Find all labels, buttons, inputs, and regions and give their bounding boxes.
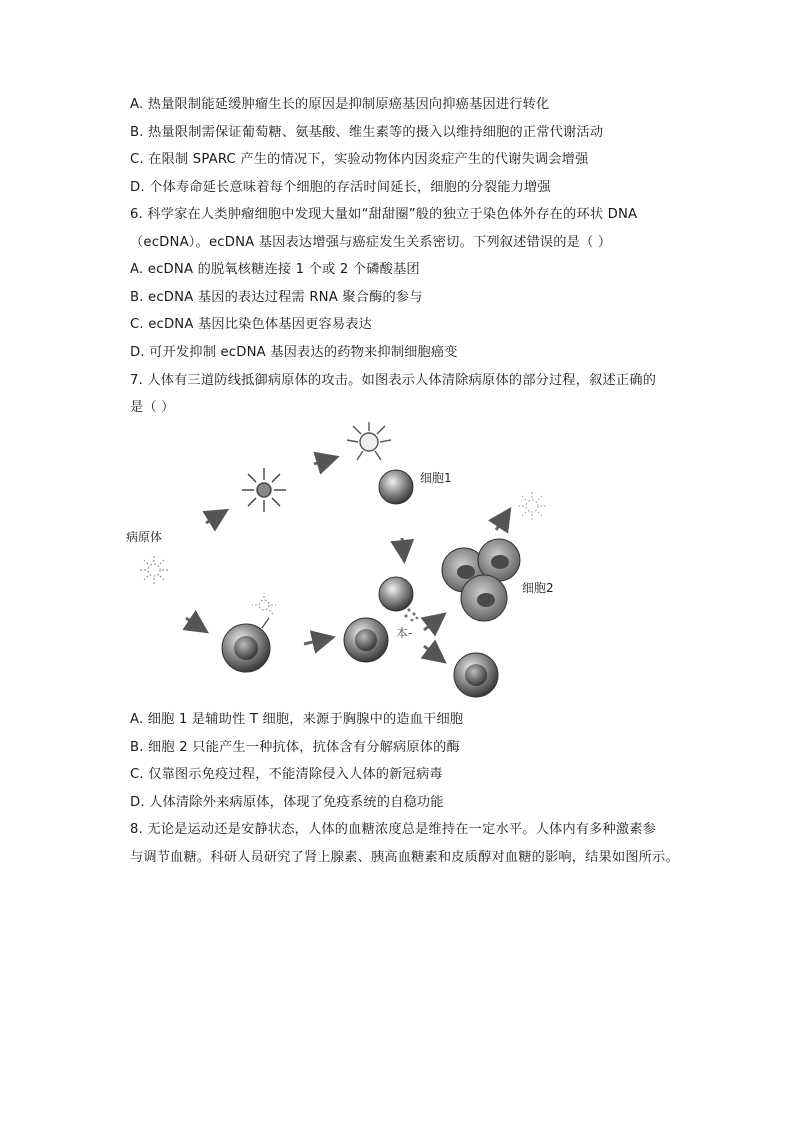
q6-option-d: D. 可开发抑制 ecDNA 基因表达的药物来抑制细胞癌变 [130, 345, 458, 360]
q6-option-c: C. ecDNA 基因比染色体基因更容易表达 [130, 317, 373, 332]
q7-stem-line-2: 是（ ） [130, 400, 175, 415]
arrow-cell1-down [402, 538, 404, 558]
cell-2-label: 细胞2 [522, 581, 554, 595]
q7-option-c: C. 仅靠图示免疫过程，不能清除侵入人体的新冠病毒 [130, 767, 443, 782]
dendritic-cell-icon [347, 422, 391, 460]
pathogen-label: 病原体 [126, 530, 163, 544]
cell-2-icon [442, 539, 520, 621]
q5-option-d: D. 个体寿命延长意味着每个细胞的存活时间延长，细胞的分裂能力增强 [130, 180, 551, 195]
q7-option-d: D. 人体清除外来病原体，体现了免疫系统的自稳功能 [130, 795, 444, 810]
arrow-to-memory-cell [424, 646, 442, 660]
arrow-to-plasma-cells [424, 616, 442, 630]
pathogen-icon [140, 556, 168, 584]
q7-stem-line-1: 7. 人体有三道防线抵御病原体的攻击。如图表示人体清除病原体的部分过程，叙述正确的 [130, 373, 657, 388]
cytokine-dots-icon [404, 608, 418, 621]
q7-option-b: B. 细胞 2 只能产生一种抗体，抗体含有分解病原体的酶 [130, 740, 460, 755]
antigen-presenting-cell-icon [242, 468, 286, 512]
q6-stem-line-2: （ecDNA）。ecDNA 基因表达增强与癌症发生关系密切。下列叙述错误的是（ ） [130, 235, 612, 250]
pathogen-small-icon [252, 593, 276, 614]
b-cell-icon [222, 618, 270, 672]
arrow-pathogen-to-apc [206, 512, 224, 523]
antibody-bound-pathogen-icon [518, 492, 546, 520]
q6-option-b: B. ecDNA 基因的表达过程需 RNA 聚合酶的参与 [130, 290, 423, 305]
cell-1-label: 细胞1 [420, 471, 452, 485]
cell-1-icon [379, 470, 413, 504]
q8-stem-line-1: 8. 无论是运动还是安静状态，人体的血糖浓度总是维持在一定水平。人体内有多种激素参 [130, 822, 657, 837]
arrow-cell2-to-pathogen [496, 512, 508, 530]
q8-stem-line-2: 与调节血糖。科研人员研究了肾上腺素、胰高血糖素和皮质醇对血糖的影响，结果如图所示。 [130, 850, 679, 865]
q6-stem-line-1: 6. 科学家在人类肿瘤细胞中发现大量如“甜甜圈”般的独立于染色体外存在的环状 DNA [130, 207, 638, 222]
cytokine-symbol: 本- [396, 626, 413, 640]
activated-b-cell-icon [344, 618, 388, 662]
arrow-bcell-to-activated [304, 638, 330, 644]
arrow-apc-to-cell1 [314, 458, 334, 464]
q5-option-a: A. 热量限制能延缓肿瘤生长的原因是抑制原癌基因向抑癌基因进行转化 [130, 97, 550, 112]
helper-cell-center-icon [379, 577, 413, 611]
memory-cell-icon [454, 653, 498, 697]
arrow-pathogen-to-bcell [186, 618, 204, 630]
q6-option-a: A. ecDNA 的脱氧核糖连接 1 个或 2 个磷酸基团 [130, 262, 420, 277]
immune-process-figure [124, 420, 564, 705]
q5-option-c: C. 在限制 SPARC 产生的情况下，实验动物体内因炎症产生的代谢失调会增强 [130, 152, 589, 167]
q7-option-a: A. 细胞 1 是辅助性 T 细胞，来源于胸腺中的造血干细胞 [130, 712, 464, 727]
q5-option-b: B. 热量限制需保证葡萄糖、氨基酸、维生素等的摄入以维持细胞的正常代谢活动 [130, 125, 604, 140]
